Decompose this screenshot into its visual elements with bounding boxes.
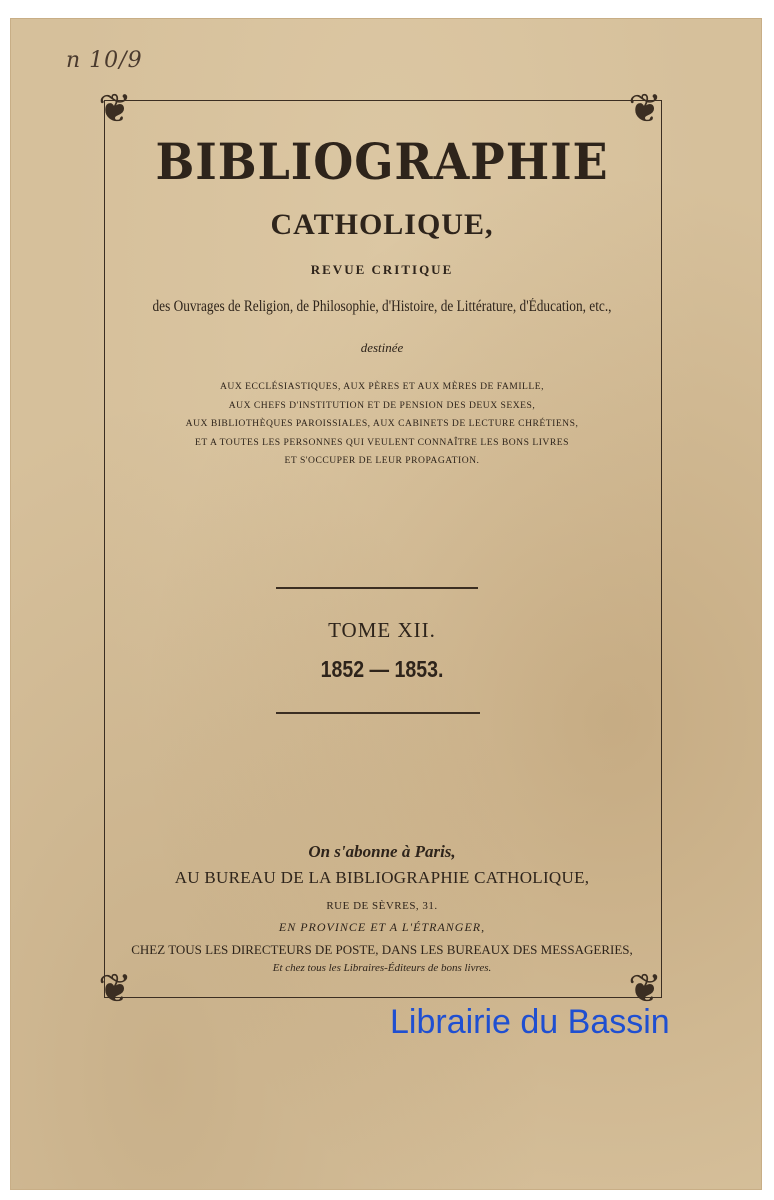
audience-line: ET A TOUTES LES PERSONNES QUI VEULENT CONNAÎTRE LES BONS LIVRES bbox=[195, 436, 569, 448]
subscription-line: On s'abonne à Paris, bbox=[308, 842, 456, 861]
divider bbox=[276, 587, 478, 589]
audience-line: ET S'OCCUPER DE LEUR PROPAGATION. bbox=[284, 455, 480, 466]
directeurs-line: CHEZ TOUS LES DIRECTEURS DE POSTE, DANS LES BUREAUX DES MESSAGERIES, bbox=[131, 942, 633, 957]
handwritten-note: n 10/9 bbox=[66, 48, 143, 73]
address-line: RUE DE SÈVRES, 31. bbox=[326, 900, 438, 912]
years-label: 1852 — 1853. bbox=[320, 656, 444, 682]
audience-line: AUX ECCLÉSIASTIQUES, AUX PÈRES ET AUX MÈRES DE FAMILLE, bbox=[219, 381, 545, 392]
destinee-line: destinée bbox=[360, 340, 404, 355]
fleuron-icon: ❦ bbox=[628, 86, 662, 132]
fleuron-icon: ❦ bbox=[98, 966, 132, 1012]
libraires-line: Et chez tous les Libraires-Éditeurs de bons livres. bbox=[272, 962, 492, 974]
fleuron-icon: ❦ bbox=[628, 966, 662, 1012]
bureau-line: AU BUREAU DE LA BIBLIOGRAPHIE CATHOLIQUE, bbox=[174, 868, 590, 887]
tome-label: TOME XII. bbox=[328, 618, 436, 642]
audience-block bbox=[104, 378, 660, 471]
fleuron-icon: ❦ bbox=[98, 86, 132, 132]
cover-title: BIBLIOGRAPHIE bbox=[155, 132, 609, 191]
province-line: EN PROVINCE ET A L'ÉTRANGER, bbox=[278, 920, 486, 934]
watermark: Librairie du Bassin bbox=[390, 1003, 670, 1041]
audience-line: AUX BIBLIOTHÈQUES PAROISSIALES, AUX CABINETS DE LECTURE CHRÉTIENS, bbox=[185, 418, 579, 429]
divider bbox=[276, 712, 480, 714]
ouvrages-line: des Ouvrages de Religion, de Philosophie, d'Histoire, de Littérature, d'Éducation, etc., bbox=[152, 298, 612, 315]
cover-subtitle: CATHOLIQUE, bbox=[270, 208, 494, 241]
revue-line: REVUE CRITIQUE bbox=[310, 262, 454, 277]
audience-line: AUX CHEFS D'INSTITUTION ET DE PENSION DES DEUX SEXES, bbox=[228, 399, 536, 411]
